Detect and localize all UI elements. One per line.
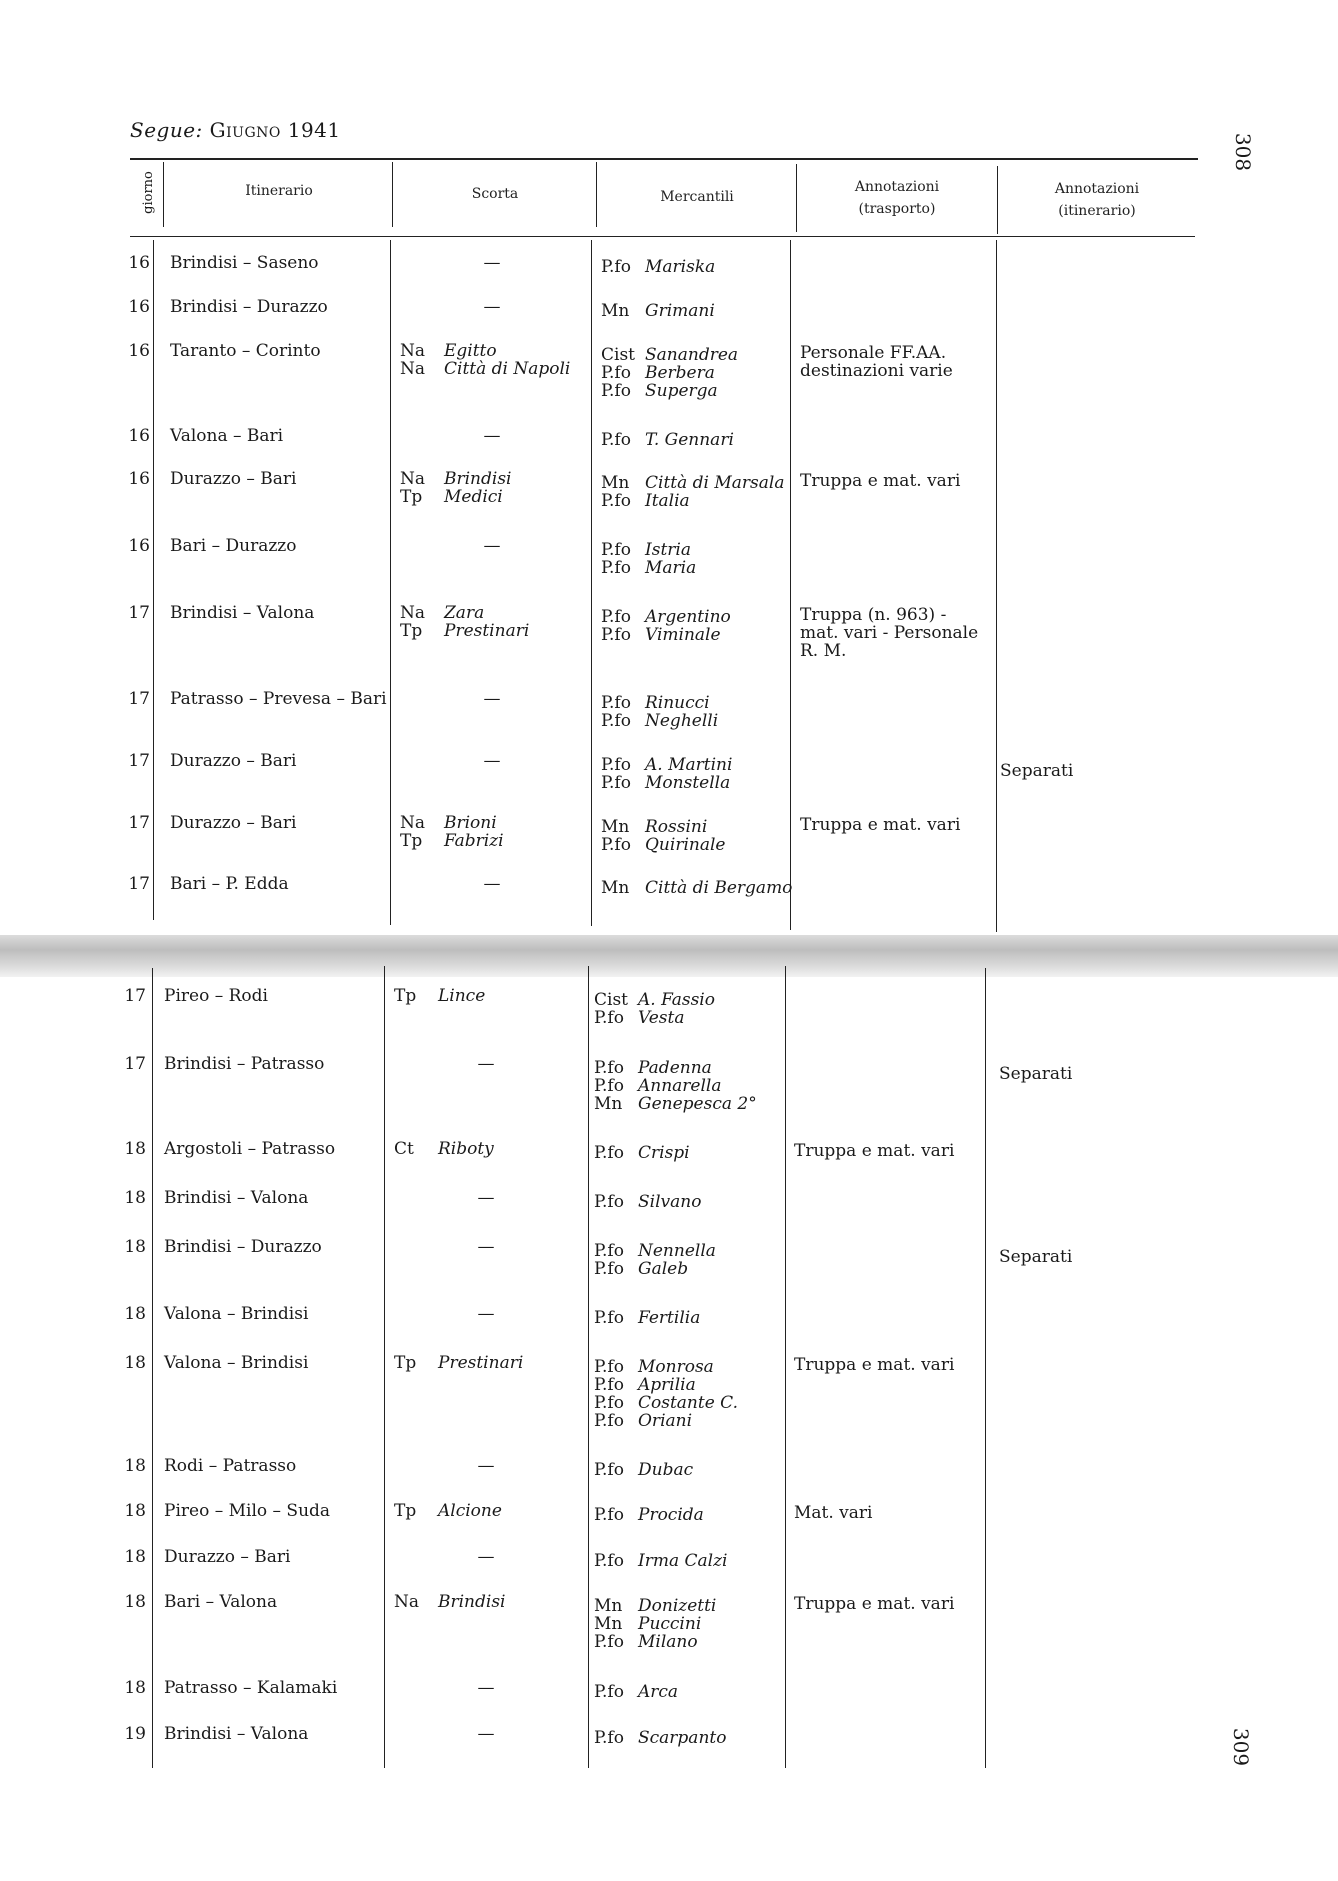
vessel-name: Oriani — [638, 1411, 693, 1431]
col-rule — [596, 162, 597, 227]
escort-list — [400, 342, 570, 378]
annotation-trasporto: Truppa e mat. vari — [794, 1141, 955, 1161]
vessel-type: P.fo — [594, 1143, 624, 1163]
merchant-list — [601, 346, 738, 400]
merchant-list-line — [594, 1095, 757, 1113]
merchant-list-line — [601, 608, 731, 626]
route: Bari – Valona — [164, 1592, 278, 1612]
route: Durazzo – Bari — [170, 813, 297, 833]
merchant-list — [594, 991, 715, 1027]
escort-list-line — [400, 488, 512, 506]
merchant-list-line — [601, 774, 732, 792]
running-head-label: Segue: — [130, 118, 203, 142]
escort-list — [394, 1354, 523, 1372]
merchant-list-line — [594, 1376, 738, 1394]
merchant-list-line — [601, 836, 725, 854]
vessel-type: Na — [394, 1592, 420, 1612]
vessel-name: Rinucci — [645, 693, 710, 713]
running-head — [130, 118, 341, 142]
no-escort-dash: — — [477, 1456, 495, 1476]
escort-list — [400, 814, 504, 850]
escort-list — [400, 604, 529, 640]
vessel-name: A. Martini — [645, 755, 733, 775]
day-number: 18 — [124, 1237, 146, 1257]
annotation-itinerario: Separati — [999, 1064, 1073, 1084]
vessel-name: Prestinari — [444, 621, 530, 641]
vessel-name: Brioni — [444, 813, 497, 833]
vessel-name: Neghelli — [645, 711, 719, 731]
vessel-type: P.fo — [601, 540, 631, 560]
merchant-list-line — [594, 1144, 690, 1162]
vessel-name: Maria — [645, 558, 697, 578]
merchant-list-line — [601, 382, 738, 400]
vessel-name: Monrosa — [638, 1357, 714, 1377]
no-escort-dash: — — [477, 1724, 495, 1744]
annotation-trasporto: Truppa (n. 963) - mat. vari - Personale R. M. — [800, 605, 979, 661]
vessel-name: Rossini — [645, 817, 708, 837]
vessel-type: Cist — [601, 345, 635, 365]
vessel-type: P.fo — [601, 773, 631, 793]
no-escort-dash: — — [477, 1547, 495, 1567]
merchant-list — [594, 1144, 690, 1162]
vessel-type: P.fo — [601, 755, 631, 775]
merchant-list-line — [594, 1552, 727, 1570]
merchant-list — [594, 1461, 693, 1479]
merchant-list-line — [594, 1615, 716, 1633]
col-rule — [390, 240, 391, 925]
merchant-list-line — [594, 1309, 700, 1327]
no-escort-dash: — — [483, 751, 501, 771]
day-number: 18 — [124, 1139, 146, 1159]
escort-list-line — [394, 1354, 523, 1372]
vessel-type: P.fo — [601, 835, 631, 855]
vessel-type: Na — [400, 813, 426, 833]
merchant-list — [601, 258, 715, 276]
merchant-list-line — [601, 626, 731, 644]
merchant-list-line — [601, 559, 696, 577]
vessel-name: Superga — [645, 381, 718, 401]
vessel-type: P.fo — [601, 558, 631, 578]
day-number: 18 — [124, 1501, 146, 1521]
merchant-list-line — [594, 1242, 716, 1260]
merchant-list — [594, 1242, 716, 1278]
vessel-name: Irma Calzi — [638, 1551, 728, 1571]
day-number: 16 — [128, 253, 150, 273]
no-escort-dash: — — [477, 1304, 495, 1324]
merchant-list — [601, 474, 784, 510]
vessel-name: Prestinari — [438, 1353, 524, 1373]
day-number: 18 — [124, 1353, 146, 1373]
route: Patrasso – Prevesa – Bari — [170, 689, 387, 709]
route: Valona – Brindisi — [164, 1304, 309, 1324]
merchant-list — [601, 302, 715, 320]
route: Patrasso – Kalamaki — [164, 1678, 338, 1698]
vessel-name: Genepesca 2° — [638, 1094, 757, 1114]
escort-list-line — [400, 832, 504, 850]
vessel-name: Fertilia — [638, 1308, 701, 1328]
day-number: 17 — [128, 751, 150, 771]
vessel-name: Grimani — [645, 301, 715, 321]
vessel-name: Argentino — [645, 607, 731, 627]
no-escort-dash: — — [483, 689, 501, 709]
merchant-list-line — [601, 258, 715, 276]
day-number: 17 — [124, 986, 146, 1006]
col-rule — [796, 164, 797, 232]
vessel-name: Donizetti — [638, 1596, 717, 1616]
route: Bari – P. Edda — [170, 874, 289, 894]
col-rule — [785, 966, 786, 1768]
vessel-type: P.fo — [594, 1393, 624, 1413]
merchant-list — [594, 1552, 727, 1570]
vessel-type: P.fo — [601, 257, 631, 277]
vessel-type: Cist — [594, 990, 628, 1010]
merchant-list-line — [594, 1358, 738, 1376]
header-annotazioni-trasporto: Annotazioni (trasporto) — [854, 179, 940, 217]
merchant-list — [601, 694, 718, 730]
header-bottom-rule — [130, 236, 1195, 237]
annotation-trasporto: Truppa e mat. vari — [794, 1594, 955, 1614]
vessel-type: P.fo — [601, 607, 631, 627]
vessel-type: P.fo — [594, 1008, 624, 1028]
merchant-list — [594, 1729, 726, 1747]
header-itinerario: Itinerario — [245, 183, 313, 199]
annotation-trasporto: Mat. vari — [794, 1503, 873, 1523]
day-number: 16 — [128, 536, 150, 556]
day-number: 18 — [124, 1678, 146, 1698]
merchant-list-line — [601, 492, 784, 510]
merchant-list-line — [601, 474, 784, 492]
merchant-list — [594, 1193, 701, 1211]
table-top-rule — [130, 158, 1198, 160]
escort-list-line — [394, 1593, 506, 1611]
vessel-name: Lince — [438, 986, 486, 1006]
vessel-name: A. Fassio — [638, 990, 715, 1010]
vessel-type: Na — [400, 469, 426, 489]
merchant-list-line — [594, 1059, 757, 1077]
annotation-trasporto: Truppa e mat. vari — [800, 815, 961, 835]
col-rule — [163, 162, 164, 227]
vessel-name: Brindisi — [438, 1592, 506, 1612]
vessel-type: P.fo — [601, 711, 631, 731]
merchant-list — [594, 1506, 704, 1524]
annotation-itinerario: Separati — [1000, 761, 1074, 781]
vessel-name: Nennella — [638, 1241, 716, 1261]
vessel-type: Mn — [601, 817, 630, 837]
vessel-type: Tp — [394, 1501, 417, 1521]
vessel-name: Annarella — [638, 1076, 722, 1096]
no-escort-dash: — — [477, 1237, 495, 1257]
merchant-list — [594, 1597, 716, 1651]
vessel-name: Riboty — [438, 1139, 494, 1159]
day-number: 16 — [128, 426, 150, 446]
route: Pireo – Rodi — [164, 986, 268, 1006]
vessel-name: Quirinale — [645, 835, 726, 855]
day-number: 17 — [128, 603, 150, 623]
no-escort-dash: — — [483, 426, 501, 446]
escort-list-line — [400, 814, 504, 832]
vessel-name: Fabrizi — [444, 831, 504, 851]
vessel-name: Medici — [444, 487, 503, 507]
vessel-name: Zara — [444, 603, 485, 623]
merchant-list-line — [601, 364, 738, 382]
route: Durazzo – Bari — [170, 469, 297, 489]
col-rule — [996, 240, 997, 932]
escort-list-line — [400, 622, 529, 640]
vessel-name: Galeb — [638, 1259, 689, 1279]
vessel-name: Berbera — [645, 363, 715, 383]
vessel-type: P.fo — [594, 1411, 624, 1431]
merchant-list — [594, 1358, 738, 1430]
route: Brindisi – Durazzo — [170, 297, 328, 317]
vessel-type: P.fo — [594, 1632, 624, 1652]
merchant-list-line — [601, 694, 718, 712]
vessel-type: Ct — [394, 1139, 414, 1159]
no-escort-dash: — — [477, 1188, 495, 1208]
vessel-type: P.fo — [601, 363, 631, 383]
route: Brindisi – Durazzo — [164, 1237, 322, 1257]
escort-list-line — [394, 1502, 502, 1520]
vessel-name: Silvano — [638, 1192, 702, 1212]
day-number: 17 — [128, 874, 150, 894]
vessel-name: Procida — [638, 1505, 704, 1525]
no-escort-dash: — — [483, 253, 501, 273]
escort-list-line — [400, 470, 512, 488]
vessel-type: P.fo — [594, 1192, 624, 1212]
vessel-type: P.fo — [601, 625, 631, 645]
vessel-type: P.fo — [594, 1728, 624, 1748]
vessel-name: Sanandrea — [645, 345, 739, 365]
vessel-type: P.fo — [601, 430, 631, 450]
col-rule — [392, 162, 393, 227]
vessel-name: Dubac — [638, 1460, 694, 1480]
no-escort-dash: — — [483, 297, 501, 317]
col-rule — [588, 966, 589, 1768]
no-escort-dash: — — [483, 874, 501, 894]
merchant-list-line — [594, 1009, 715, 1027]
vessel-type: Na — [400, 341, 426, 361]
vessel-name: Monstella — [645, 773, 731, 793]
vessel-name: Egitto — [444, 341, 497, 361]
route: Brindisi – Valona — [164, 1724, 309, 1744]
vessel-type: P.fo — [594, 1058, 624, 1078]
day-number: 18 — [124, 1188, 146, 1208]
annotation-trasporto: Truppa e mat. vari — [794, 1355, 955, 1375]
route: Bari – Durazzo — [170, 536, 297, 556]
vessel-name: Alcione — [438, 1501, 502, 1521]
day-number: 17 — [128, 813, 150, 833]
merchant-list-line — [594, 1461, 693, 1479]
vessel-name: Italia — [645, 491, 690, 511]
vessel-type: Na — [400, 603, 426, 623]
vessel-type: P.fo — [594, 1308, 624, 1328]
merchant-list — [601, 818, 725, 854]
col-rule — [153, 240, 154, 920]
vessel-type: Tp — [394, 986, 417, 1006]
merchant-list-line — [601, 756, 732, 774]
route: Argostoli – Patrasso — [164, 1139, 336, 1159]
header-annotazioni-itinerario: Annotazioni (itinerario) — [1054, 181, 1140, 219]
vessel-name: Vesta — [638, 1008, 685, 1028]
vessel-type: P.fo — [594, 1076, 624, 1096]
page-fold — [0, 935, 1338, 977]
merchant-list — [594, 1059, 757, 1113]
vessel-type: Tp — [400, 621, 423, 641]
merchant-list — [601, 756, 732, 792]
merchant-list — [601, 608, 731, 644]
route: Durazzo – Bari — [170, 751, 297, 771]
vessel-name: Milano — [638, 1632, 698, 1652]
vessel-type: Mn — [601, 473, 630, 493]
merchant-list-line — [594, 1394, 738, 1412]
merchant-list-line — [594, 1506, 704, 1524]
merchant-list — [594, 1683, 678, 1701]
escort-list-line — [394, 987, 485, 1005]
merchant-list-line — [601, 541, 696, 559]
merchant-list — [601, 541, 696, 577]
annotation-itinerario: Separati — [999, 1247, 1073, 1267]
vessel-type: Mn — [594, 1614, 623, 1634]
vessel-type: P.fo — [594, 1551, 624, 1571]
escort-list — [400, 470, 512, 506]
route: Durazzo – Bari — [164, 1547, 291, 1567]
escort-list-line — [400, 604, 529, 622]
route: Brindisi – Saseno — [170, 253, 319, 273]
running-head-month: Giugno 1941 — [209, 118, 341, 142]
col-rule — [790, 240, 791, 930]
merchant-list-line — [594, 1597, 716, 1615]
day-number: 18 — [124, 1304, 146, 1324]
vessel-type: P.fo — [594, 1357, 624, 1377]
route: Valona – Bari — [170, 426, 284, 446]
merchant-list-line — [594, 1412, 738, 1430]
vessel-type: Na — [400, 359, 426, 379]
no-escort-dash: — — [477, 1054, 495, 1074]
day-number: 17 — [124, 1054, 146, 1074]
header-giorno: giorno — [140, 170, 156, 214]
annotation-trasporto: Personale FF.AA. destinazioni varie — [800, 343, 953, 381]
day-number: 16 — [128, 469, 150, 489]
route: Valona – Brindisi — [164, 1353, 309, 1373]
vessel-type: P.fo — [594, 1375, 624, 1395]
escort-list-line — [400, 360, 570, 378]
day-number: 16 — [128, 297, 150, 317]
vessel-name: Viminale — [645, 625, 721, 645]
vessel-name: Crispi — [638, 1143, 690, 1163]
vessel-type: Tp — [400, 487, 423, 507]
merchant-list-line — [594, 1260, 716, 1278]
merchant-list-line — [594, 991, 715, 1009]
vessel-type: P.fo — [594, 1259, 624, 1279]
col-rule — [997, 166, 998, 234]
merchant-list-line — [601, 431, 734, 449]
vessel-type: Tp — [400, 831, 423, 851]
vessel-type: P.fo — [594, 1460, 624, 1480]
merchant-list — [601, 431, 734, 449]
vessel-name: Istria — [645, 540, 691, 560]
merchant-list — [601, 879, 792, 897]
vessel-name: Arca — [638, 1682, 679, 1702]
vessel-name: Scarpanto — [638, 1728, 727, 1748]
vessel-name: Puccini — [638, 1614, 702, 1634]
escort-list — [394, 1140, 494, 1158]
vessel-type: Mn — [594, 1596, 623, 1616]
page-number-bottom: 309 — [1229, 1727, 1254, 1767]
route: Taranto – Corinto — [170, 341, 321, 361]
route: Rodi – Patrasso — [164, 1456, 297, 1476]
col-rule — [152, 968, 153, 1768]
merchant-list-line — [601, 879, 792, 897]
escort-list-line — [394, 1140, 494, 1158]
route: Pireo – Milo – Suda — [164, 1501, 331, 1521]
vessel-type: P.fo — [594, 1682, 624, 1702]
no-escort-dash: — — [477, 1678, 495, 1698]
escort-list-line — [400, 342, 570, 360]
merchant-list — [594, 1309, 700, 1327]
annotation-trasporto: Truppa e mat. vari — [800, 471, 961, 491]
header-mercantili: Mercantili — [660, 189, 734, 205]
vessel-type: Mn — [601, 878, 630, 898]
merchant-list-line — [601, 712, 718, 730]
vessel-name: T. Gennari — [645, 430, 734, 450]
vessel-name: Città di Napoli — [444, 359, 571, 379]
merchant-list-line — [594, 1633, 716, 1651]
day-number: 18 — [124, 1592, 146, 1612]
vessel-type: P.fo — [601, 693, 631, 713]
vessel-type: P.fo — [594, 1241, 624, 1261]
col-rule — [985, 968, 986, 1768]
day-number: 19 — [124, 1724, 146, 1744]
vessel-type: P.fo — [594, 1505, 624, 1525]
day-number: 18 — [124, 1547, 146, 1567]
route: Brindisi – Patrasso — [164, 1054, 325, 1074]
day-number: 16 — [128, 341, 150, 361]
day-number: 18 — [124, 1456, 146, 1476]
merchant-list-line — [594, 1077, 757, 1095]
vessel-name: Mariska — [645, 257, 716, 277]
vessel-name: Brindisi — [444, 469, 512, 489]
merchant-list-line — [601, 302, 715, 320]
route: Brindisi – Valona — [170, 603, 315, 623]
escort-list — [394, 1593, 506, 1611]
col-rule — [384, 966, 385, 1768]
merchant-list-line — [594, 1193, 701, 1211]
route: Brindisi – Valona — [164, 1188, 309, 1208]
vessel-name: Città di Bergamo — [645, 878, 793, 898]
vessel-type: Mn — [594, 1094, 623, 1114]
vessel-type: P.fo — [601, 381, 631, 401]
col-rule — [591, 240, 592, 926]
vessel-name: Costante C. — [638, 1393, 738, 1413]
merchant-list-line — [594, 1683, 678, 1701]
day-number: 17 — [128, 689, 150, 709]
escort-list — [394, 1502, 502, 1520]
vessel-name: Città di Marsala — [645, 473, 785, 493]
no-escort-dash: — — [483, 536, 501, 556]
vessel-type: Mn — [601, 301, 630, 321]
vessel-type: Tp — [394, 1353, 417, 1373]
vessel-name: Padenna — [638, 1058, 712, 1078]
page-number-top: 308 — [1231, 132, 1256, 172]
header-scorta: Scorta — [471, 186, 519, 202]
vessel-name: Aprilia — [638, 1375, 696, 1395]
escort-list — [394, 987, 485, 1005]
vessel-type: P.fo — [601, 491, 631, 511]
merchant-list-line — [601, 346, 738, 364]
merchant-list-line — [601, 818, 725, 836]
merchant-list-line — [594, 1729, 726, 1747]
